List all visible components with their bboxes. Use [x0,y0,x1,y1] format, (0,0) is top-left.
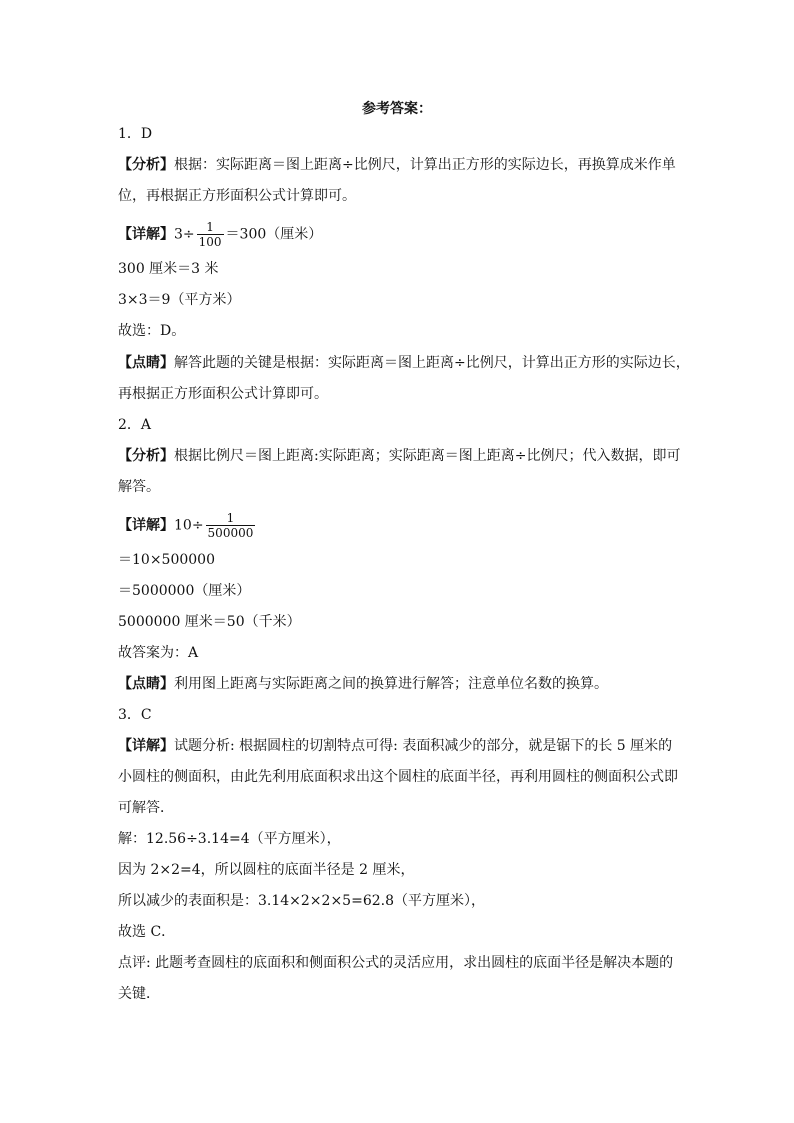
detail-pre: 3÷ [174,226,195,243]
detail-pre: 10÷ [174,517,204,534]
q3-detail-line-3: 可解答． [118,800,174,816]
q3-step-1: 解：12.56÷3.14=4（平方厘米）， [118,831,341,847]
fraction [197,220,224,249]
q1-choice: 故选：D。 [118,323,186,339]
q1-answer: 1．D [118,126,153,142]
q3-detail-line-2: 小圆柱的侧面积，由此先利用底面积求出这个圆柱的底面半径，再利用圆柱的侧面积公式即 [118,769,678,785]
detail-tag: 【详解】 [118,517,174,534]
q2-step-3: ＝5000000（厘米） [118,583,251,599]
q3-detail-line-1 [118,736,672,756]
fraction-numerator: 1 [206,220,214,234]
fraction-numerator: 1 [226,511,235,525]
q3-choice: 故选 C． [118,924,176,940]
fraction [206,511,256,540]
fraction-denominator: 100 [198,235,222,249]
q1-step-2: 300 厘米＝3 米 [118,261,219,277]
detail-post: ＝300（厘米） [225,226,323,243]
q2-step-4: 5000000 厘米＝50（千米） [118,614,301,630]
page-title: 参考答案： [362,101,432,117]
q2-analysis-line-2: 解答。 [118,479,160,495]
fraction-denominator: 500000 [207,526,254,540]
analysis-text: 根据比例尺＝图上距离:实际距离；实际距离＝图上距离÷比例尺；代入数据，即可 [174,448,681,464]
q1-step-3: 3×3＝9（平方米） [118,292,241,308]
q2-detail-line [118,511,257,540]
q1-analysis-line-2: 位，再根据正方形面积公式计算即可。 [118,188,356,204]
q2-analysis-line-1 [118,446,680,466]
q3-answer: 3．C [118,707,152,723]
q3-step-2: 因为 2×2=4，所以圆柱的底面半径是 2 厘米， [118,862,415,878]
q2-answer: 2．A [118,417,152,433]
comment-tag: 【点睛】 [118,676,174,692]
q3-comment-line-2: 关键． [118,986,160,1002]
analysis-tag: 【分析】 [118,157,174,173]
q1-comment-line-1 [118,353,690,373]
q1-comment-line-2: 再根据正方形面积公式计算即可。 [118,386,328,402]
comment-text: 解答此题的关键是根据：实际距离＝图上距离÷比例尺，计算出正方形的实际边长， [174,355,690,371]
detail-tag: 【详解】 [118,226,174,243]
comment-text: 利用图上距离与实际距离之间的换算进行解答；注意单位名数的换算。 [174,676,608,692]
q3-step-3: 所以减少的表面积是：3.14×2×2×5=62.8（平方厘米）， [118,893,485,909]
q2-choice: 故答案为：A [118,645,199,661]
q3-comment-line-1: 点评: 此题考查圆柱的底面积和侧面积公式的灵活应用，求出圆柱的底面半径是解决本题的 [118,955,674,971]
q1-analysis-line-1 [118,155,676,175]
detail-tag: 【详解】 [118,738,174,754]
analysis-tag: 【分析】 [118,448,174,464]
q2-comment-line-1 [118,674,608,694]
analysis-text: 根据：实际距离＝图上距离÷比例尺，计算出正方形的实际边长，再换算成米作单 [174,157,676,173]
q1-detail-line [118,220,322,249]
q2-step-2: ＝10×500000 [118,552,215,568]
comment-tag: 【点睛】 [118,355,174,371]
detail-text: 试题分析: 根据圆柱的切割特点可得: 表面积减少的部分，就是锯下的长 5 厘米的 [174,738,673,754]
